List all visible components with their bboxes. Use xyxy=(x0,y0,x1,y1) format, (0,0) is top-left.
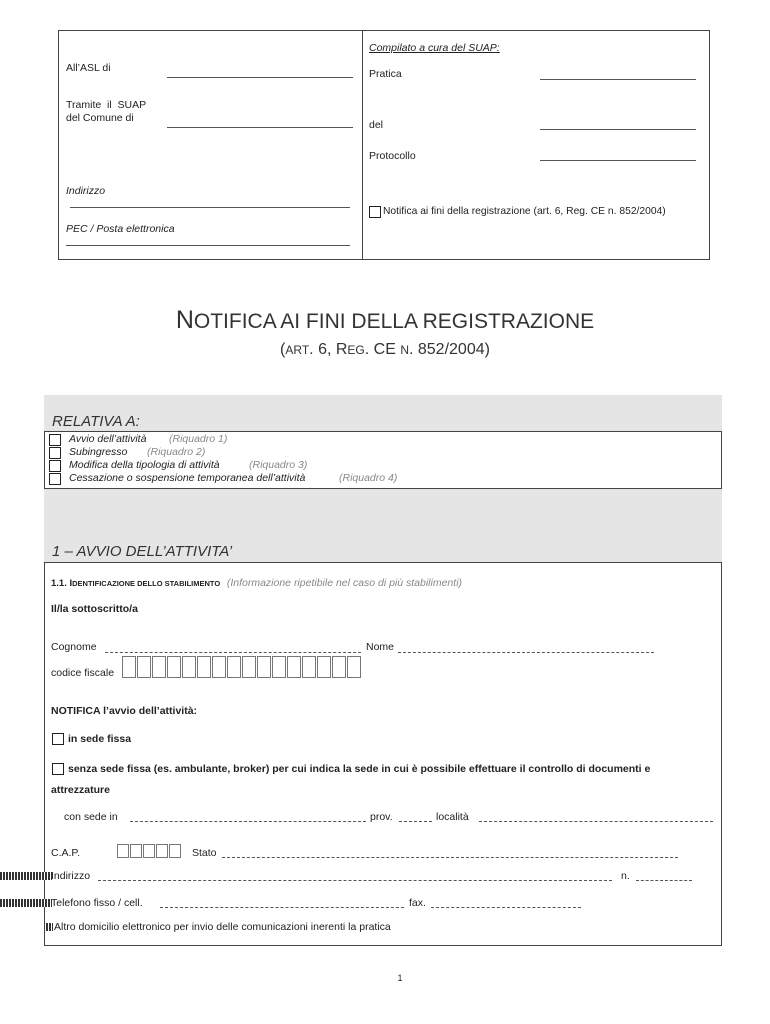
title-initial: N xyxy=(175,306,194,334)
cap-label: C.A.P. xyxy=(51,847,80,859)
cf-cell[interactable] xyxy=(227,656,241,678)
prov-field[interactable] xyxy=(399,821,432,822)
relativa-checkbox[interactable] xyxy=(49,447,61,459)
altro-domicilio-label: Altro domicilio elettronico per invio delle comunicazioni inerenti la pratica xyxy=(54,921,391,933)
cf-cell[interactable] xyxy=(182,656,196,678)
comune-field[interactable] xyxy=(167,127,353,128)
notifica-checkbox[interactable] xyxy=(369,206,381,218)
pratica-field[interactable] xyxy=(540,79,696,80)
localita-label: località xyxy=(436,811,469,823)
subsection-title xyxy=(51,577,462,589)
asl-field[interactable] xyxy=(167,77,353,78)
cf-cell[interactable] xyxy=(152,656,166,678)
sub-num: . 852/2004) xyxy=(408,341,490,358)
altro-domicilio-marker xyxy=(46,923,53,931)
stato-label: Stato xyxy=(192,847,217,859)
relativa-checkbox[interactable] xyxy=(49,434,61,446)
cap-cell[interactable] xyxy=(143,844,155,858)
header-divider xyxy=(362,30,363,260)
cap-cell[interactable] xyxy=(156,844,168,858)
subsection-caps: DENTIFICAZIONE DELLO STABILIMENTO xyxy=(72,579,221,588)
del-label: del xyxy=(369,119,384,131)
page-title xyxy=(0,306,770,335)
con-sede-field[interactable] xyxy=(130,821,366,822)
sede-fissa-label: in sede fissa xyxy=(68,733,132,745)
sub-n: N xyxy=(400,343,409,357)
cf-cell[interactable] xyxy=(287,656,301,678)
civico-field[interactable] xyxy=(636,880,692,881)
cf-cell[interactable] xyxy=(242,656,256,678)
relativa-label: Avvio dell’attività xyxy=(69,433,147,445)
sub-eg: EG xyxy=(347,343,365,357)
relativa-ref: (Riquadro 3) xyxy=(249,459,308,471)
stato-field[interactable] xyxy=(222,857,678,858)
sede-fissa-checkbox[interactable] xyxy=(52,733,64,745)
civico-label: n. xyxy=(621,870,630,882)
senza-sede-checkbox[interactable] xyxy=(52,763,64,775)
cap-cell[interactable] xyxy=(130,844,142,858)
page-number: 1 xyxy=(397,973,403,983)
asl-label: All’ASL di xyxy=(66,62,111,74)
cognome-field[interactable] xyxy=(105,652,361,653)
localita-field[interactable] xyxy=(479,821,713,822)
relativa-ref: (Riquadro 1) xyxy=(169,433,228,445)
tramite-label: Tramite il SUAP xyxy=(66,99,147,111)
relativa-heading: RELATIVA A: xyxy=(52,413,140,430)
notifica-avvio-label: NOTIFICA l’avvio dell’attività: xyxy=(51,705,198,717)
cf-cell[interactable] xyxy=(347,656,361,678)
cf-cell[interactable] xyxy=(257,656,271,678)
senza-sede-label: senza sede fissa (es. ambulante, broker) per cui indica la sede in cui è possibile effettuare il controllo di documenti e xyxy=(68,763,651,775)
sub-ce: . CE xyxy=(364,341,401,358)
indirizzo-row-label: Indirizzo xyxy=(51,870,91,882)
cf-input[interactable] xyxy=(122,656,362,678)
title-rest: OTIFICA AI FINI DELLA REGISTRAZIONE xyxy=(193,310,595,333)
relativa-ref: (Riquadro 2) xyxy=(147,446,206,458)
relativa-checkbox[interactable] xyxy=(49,460,61,472)
relativa-label: Subingresso xyxy=(69,446,128,458)
relativa-label: Modifica della tipologia di attività xyxy=(69,459,220,471)
cap-cell[interactable] xyxy=(117,844,129,858)
indirizzo-row-marker xyxy=(0,872,52,880)
sub-six: . 6, R xyxy=(309,341,348,358)
cf-cell[interactable] xyxy=(317,656,331,678)
sub-art: ART xyxy=(285,343,310,357)
prov-label: prov. xyxy=(370,811,393,823)
cf-cell[interactable] xyxy=(332,656,346,678)
con-sede-label: con sede in xyxy=(64,811,118,823)
section1-box xyxy=(44,562,722,946)
nome-field[interactable] xyxy=(398,652,654,653)
telefono-row-marker xyxy=(0,899,52,907)
fax-label: fax. xyxy=(409,897,426,909)
subsection-note: (Informazione ripetibile nel caso di più stabilimenti) xyxy=(226,577,463,589)
attrezzature-label: attrezzature xyxy=(51,784,110,796)
protocollo-label: Protocollo xyxy=(369,150,416,162)
cognome-label: Cognome xyxy=(51,641,97,653)
page-subtitle xyxy=(0,341,770,359)
section1-heading: 1 – AVVIO DELL’ATTIVITA’ xyxy=(52,543,233,560)
telefono-label: Telefono fisso / cell. xyxy=(51,897,143,909)
cap-input[interactable] xyxy=(117,844,182,858)
pratica-label: Pratica xyxy=(369,68,402,80)
sub-open: ( xyxy=(280,341,286,358)
indirizzo-field[interactable] xyxy=(70,207,350,208)
cf-cell[interactable] xyxy=(302,656,316,678)
cf-cell[interactable] xyxy=(272,656,286,678)
cf-cell[interactable] xyxy=(197,656,211,678)
indirizzo-row-field[interactable] xyxy=(98,880,612,881)
sottoscritto-label: Il/la sottoscritto/a xyxy=(51,603,138,615)
comune-label: del Comune di xyxy=(66,112,134,124)
cf-cell[interactable] xyxy=(167,656,181,678)
notifica-option-label: Notifica ai fini della registrazione (art. 6, Reg. CE n. 852/2004) xyxy=(383,206,666,217)
nome-label: Nome xyxy=(366,641,395,653)
subsection-num: 1.1. I xyxy=(51,578,73,589)
pec-label: PEC / Posta elettronica xyxy=(66,223,175,235)
pec-field[interactable] xyxy=(66,245,350,246)
telefono-field[interactable] xyxy=(160,907,404,908)
cf-label: codice fiscale xyxy=(51,667,115,679)
del-field[interactable] xyxy=(540,129,696,130)
suap-caption: Compilato a cura del SUAP: xyxy=(369,42,500,54)
cf-cell[interactable] xyxy=(137,656,151,678)
cap-cell[interactable] xyxy=(169,844,181,858)
relativa-label: Cessazione o sospensione temporanea dell’attività xyxy=(69,472,306,484)
indirizzo-label: Indirizzo xyxy=(66,185,106,197)
relativa-ref: (Riquadro 4) xyxy=(339,472,398,484)
protocollo-field[interactable] xyxy=(540,160,696,161)
cf-cell[interactable] xyxy=(212,656,226,678)
fax-field[interactable] xyxy=(431,907,581,908)
relativa-checkbox[interactable] xyxy=(49,473,61,485)
cf-cell[interactable] xyxy=(122,656,136,678)
